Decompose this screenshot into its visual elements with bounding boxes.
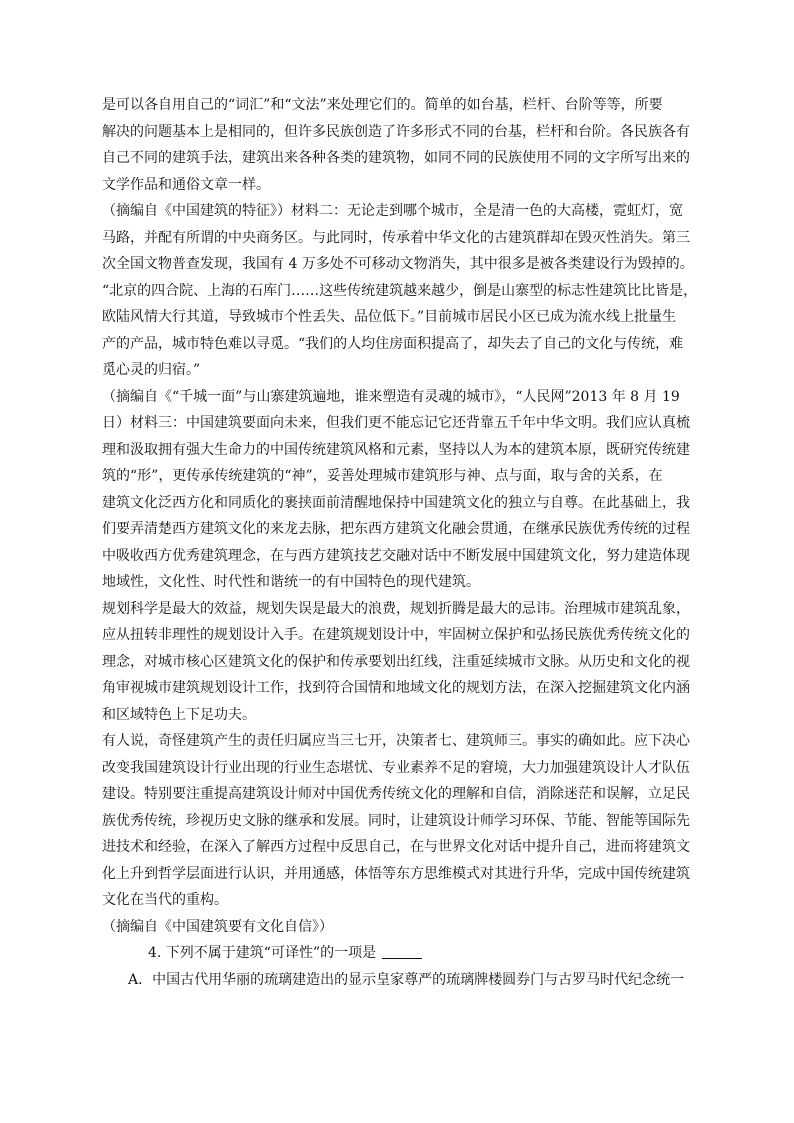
- text-line: 建筑文化泛西方化和同质化的裹挟面前清醒地保持中国建筑文化的独立与自尊。在此基础上，我: [102, 494, 690, 511]
- text-line: 理念，对城市核心区建筑文化的保护和传承要划出红线，注重延续城市文脉。从历史和文化的视: [102, 653, 690, 670]
- source-citation: （摘编自《中国建筑的特征》）材料二：无论走到哪个城市，全是清一色的大高楼，霓虹灯，宽: [102, 203, 683, 219]
- text-line: 改变我国建筑设计行业出现的行业生态堪忧、专业素养不足的窘境，大力加强建筑设计人才队伍: [102, 759, 690, 776]
- text-line: 和区域特色上下足功夫。: [102, 706, 256, 723]
- text-line: 建设。特别要注重提高建筑设计师对中国优秀传统文化的理解和自信，消除迷茫和误解，立足民: [102, 786, 690, 802]
- text-line: 自己不同的建筑手法，建筑出来各种各类的建筑物，如同不同的民族使用不同的文字所写出来的: [102, 150, 690, 166]
- text-line: 文化在当代的重构。: [102, 892, 228, 908]
- answer-blank[interactable]: [382, 944, 422, 959]
- text-line: 解决的问题基本上是相同的，但许多民族创造了许多形式不同的台基，栏杆和台阶。各民族各有: [102, 123, 690, 140]
- text-line: 角审视城市建筑规划设计工作，找到符合国情和地域文化的规划方法，在深入挖掘建筑文化内涵: [102, 680, 690, 696]
- text-line: 日）材料三：中国建筑要面向未来，但我们更不能忘记它还背靠五千年中华文明。我们应认真梳: [102, 415, 690, 431]
- question-4: [102, 940, 702, 967]
- text-line: 应从扭转非理性的规划设计入手。在建筑规划设计中，牢固树立保护和弘扬民族优秀传统文化的: [102, 627, 690, 643]
- text-line: 文学作品和通俗文章一样。: [102, 176, 270, 193]
- text-line: 筑的“形”，更传承传统建筑的“神”，妥善处理城市建筑形与神、点与面，取与舍的关系，在: [102, 468, 663, 484]
- text-line: 化上升到哲学层面进行认识，并用通感，体悟等东方思维模式对其进行升华，完成中国传统建筑: [102, 865, 690, 882]
- text-line: 们要弄清楚西方建筑文化的来龙去脉，把东西方建筑文化融会贯通，在继承民族优秀传统的过程: [102, 521, 690, 537]
- text-line: 产的产品，城市特色难以寻觅。“我们的人均住房面积提高了，却失去了自己的文化与传统，难: [102, 335, 684, 352]
- text-line: 马路，并配有所谓的中央商务区。与此同时，传承着中华文化的古建筑群却在毁灭性消失。第三: [102, 229, 690, 246]
- text-line: 规划科学是最大的效益，规划失误是最大的浪费，规划折腾是最大的忌讳。治理城市建筑乱象，: [102, 600, 690, 617]
- option-a: A．中国古代用华丽的琉璃建造出的显示皇家尊严的琉璃牌楼圆券门与古罗马时代纪念统一: [128, 971, 685, 988]
- text-line: 族优秀传统，珍视历史文脉的继承和发展。同时，让建筑设计师学习环保、节能、智能等国际先: [102, 812, 690, 829]
- text-line: 地域性，文化性、时代性和谐统一的有中国特色的现代建筑。: [102, 574, 480, 590]
- text-line: 进技术和经验，在深入了解西方过程中反思自己，在与世界文化对话中提升自己，进而将建筑文: [102, 839, 690, 855]
- document-body: [102, 92, 702, 993]
- source-citation: （摘编自《中国建筑要有文化自信》）: [102, 918, 333, 935]
- text-line: 觅心灵的归宿。”: [102, 362, 201, 378]
- text-line: 有人说，奇怪建筑产生的责任归属应当三七开，决策者七、建筑师三。事实的确如此。应下决心: [102, 733, 690, 749]
- text-line: 次全国文物普查发现，我国有 4 万多处不可移动文物消失，其中很多是被各类建设行为毁掉的。: [102, 256, 694, 272]
- text-line: 欧陆风情大行其道，导致城市个性丢失、品位低下。”目前城市居民小区已成为流水线上批量生: [102, 309, 677, 325]
- text-line: 中吸收西方优秀建筑理念，在与西方建筑技艺交融对话中不断发展中国建筑文化，努力建造体现: [102, 547, 690, 564]
- text-line: “北京的四合院、上海的石库门……这些传统建筑越来越少，倒是山寨型的标志性建筑比比皆是，: [102, 282, 698, 299]
- source-citation: （摘编自《“千城一面”与山寨建筑遍地，谁来塑造有灵魂的城市》，“人民网”2013 年 8 月 19: [102, 388, 680, 405]
- text-line: 是可以各自用自己的“词汇”和“文法”来处理它们的。简单的如台基，栏杆、台阶等等，所要: [102, 97, 663, 113]
- question-text: 4. 下列不属于建筑“可译性”的一项是: [148, 945, 377, 961]
- text-line: 理和汲取拥有强大生命力的中国传统建筑风格和元素，坚持以人为本的建筑本原，既研究传统建: [102, 441, 690, 458]
